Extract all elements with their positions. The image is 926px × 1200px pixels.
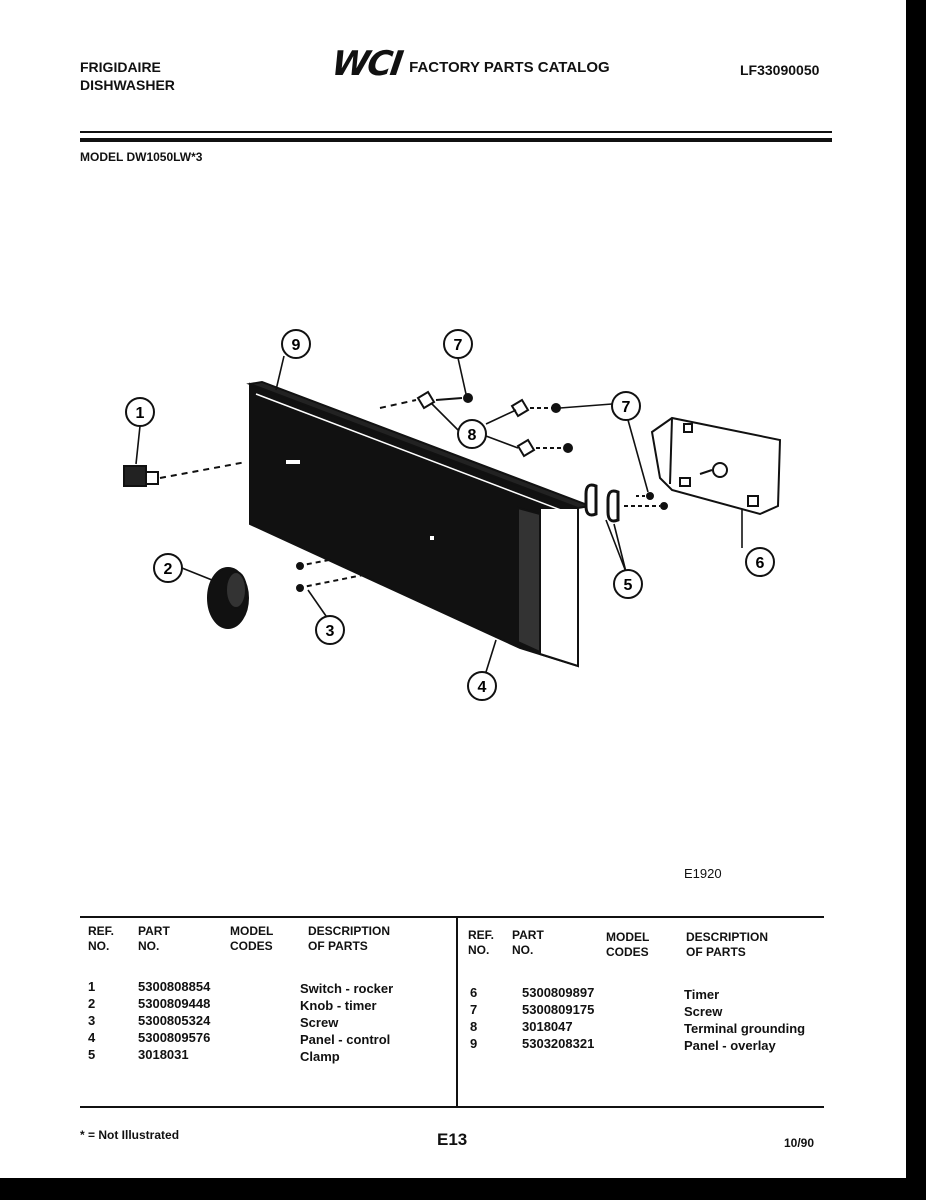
callout-2 — [154, 554, 182, 582]
callout-5 — [614, 570, 642, 598]
header-part-right: PART NO. — [512, 928, 544, 957]
table-cell: Panel - control — [300, 1032, 391, 1047]
svg-text:1: 1 — [135, 405, 145, 422]
table-cell: 5300809576 — [138, 1030, 211, 1045]
diagram-code: E1920 — [684, 866, 722, 881]
table-cell: Clamp — [300, 1049, 340, 1064]
table-cell: 3018047 — [522, 1019, 573, 1034]
header-desc-left: DESCRIPTION OF PARTS — [308, 924, 391, 953]
catalog-number: LF33090050 — [740, 62, 820, 78]
header-model-right: MODEL CODES — [606, 930, 650, 959]
table-cell: Panel - overlay — [684, 1038, 776, 1053]
callout-7a — [444, 330, 472, 358]
clamps-part — [586, 485, 667, 521]
wci-logo: WCI — [329, 44, 404, 84]
svg-text:6: 6 — [755, 555, 765, 572]
svg-text:7: 7 — [453, 337, 463, 354]
table-cell: 8 — [470, 1019, 478, 1034]
svg-text:9: 9 — [291, 337, 301, 354]
svg-text:5: 5 — [623, 577, 633, 594]
table-cell: 2 — [88, 996, 96, 1011]
svg-text:7: 7 — [621, 399, 631, 416]
table-cell: Screw — [300, 1015, 339, 1030]
table-cell: 3 — [88, 1013, 96, 1028]
table-cell: Timer — [684, 987, 720, 1002]
table-cell: 6 — [470, 985, 478, 1000]
table-cell: Screw — [684, 1004, 723, 1019]
callout-6 — [746, 548, 774, 576]
svg-text:8: 8 — [467, 427, 477, 444]
svg-text:3: 3 — [325, 623, 335, 640]
table-cell: 5300808854 — [138, 979, 211, 994]
page-number: E13 — [437, 1130, 468, 1149]
callout-8 — [458, 420, 486, 448]
svg-text:2: 2 — [163, 561, 173, 578]
catalog-title: FACTORY PARTS CATALOG — [409, 58, 610, 76]
right-desc-column — [684, 986, 805, 1054]
table-cell: 5300809175 — [522, 1002, 595, 1017]
timer-part — [652, 418, 780, 514]
header-desc-right: DESCRIPTION OF PARTS — [686, 930, 769, 959]
table-cell: 4 — [88, 1030, 96, 1045]
table-cell: 5 — [88, 1047, 96, 1062]
table-cell: 9 — [470, 1036, 478, 1051]
callout-1 — [126, 398, 154, 426]
print-date: 10/90 — [784, 1136, 815, 1150]
table-cell: 7 — [470, 1002, 478, 1017]
header-part-left: PART NO. — [138, 924, 170, 953]
left-desc-column — [300, 980, 393, 1065]
right-ref-column — [470, 984, 477, 1052]
callout-9 — [282, 330, 310, 358]
callout-7b — [612, 392, 640, 420]
rocker-switch-part — [124, 462, 246, 486]
table-column-divider — [456, 918, 458, 1108]
product-type: DISHWASHER — [80, 77, 175, 93]
table-cell: Switch - rocker — [300, 981, 394, 996]
table-cell: 5300809897 — [522, 985, 595, 1000]
callout-4 — [468, 672, 496, 700]
left-part-column — [138, 978, 210, 1063]
table-cell: Terminal grounding — [684, 1021, 806, 1036]
header-ref-right: REF. NO. — [468, 928, 495, 957]
brand-name: FRIGIDAIRE — [80, 59, 161, 75]
svg-text:4: 4 — [477, 679, 487, 696]
table-cell: 5300805324 — [138, 1013, 211, 1028]
header-ref-left: REF. NO. — [88, 924, 115, 953]
timer-knob-part — [208, 568, 248, 628]
footnote: * = Not Illustrated — [80, 1128, 180, 1142]
table-bottom-rule — [80, 1106, 824, 1108]
header-model-left: MODEL CODES — [230, 924, 274, 953]
table-cell: 5300809448 — [138, 996, 211, 1011]
right-part-column — [522, 984, 594, 1052]
table-cell: 3018031 — [138, 1047, 189, 1062]
left-ref-column — [88, 978, 95, 1063]
table-cell: Knob - timer — [300, 998, 377, 1013]
model-number: MODEL DW1050LW*3 — [80, 150, 203, 164]
table-top-rule — [80, 916, 824, 918]
table-cell: 5303208321 — [522, 1036, 595, 1051]
table-cell: 1 — [88, 979, 96, 994]
callout-3 — [316, 616, 344, 644]
control-panel-part — [250, 382, 590, 666]
